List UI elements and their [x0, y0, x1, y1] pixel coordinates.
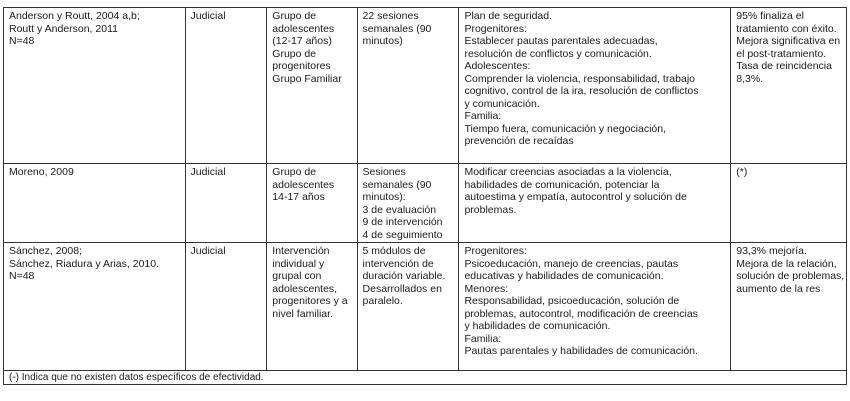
cell-text-line: habilidades de comunicación, potenciar la [464, 178, 660, 191]
cell-text-line: y habilidades de comunicación. [464, 320, 611, 332]
cell-text-line: problemas, autocontrol, modificación de creencias [464, 307, 698, 320]
cell-text-line: Grupo Familiar [272, 72, 342, 85]
cell-text-line: aumento de la res [736, 282, 821, 295]
cell-text-line: Progenitores: [464, 245, 527, 257]
cell-text-line: Sánchez, 2008; [9, 245, 82, 257]
cell-text-line: minutos): [362, 191, 406, 203]
cell-text-line: Pautas parentales y habilidades de comunicación. [464, 345, 698, 357]
cell-text-line: Grupo de [272, 10, 317, 22]
cell-text-line: Moreno, 2009 [9, 166, 74, 178]
cell-text-line: Tiempo fuera, comunicación y negociación, [464, 122, 667, 135]
cell-text-line: adolescentes, [272, 282, 338, 295]
cell-text-line: progenitores y a [272, 295, 348, 307]
cell-text-line: Sesiones [362, 166, 406, 178]
group-cell [267, 164, 357, 243]
sessions-cell [357, 164, 459, 243]
cell-text-line: intervención de [362, 257, 434, 270]
study-cell [4, 243, 186, 371]
cell-text-line: y comunicación. [464, 97, 540, 110]
cell-text-line: 93,3% mejoría. [736, 245, 807, 257]
context-cell [185, 164, 267, 243]
cell-text-line: Anderson y Routt, 2004 a,b; [9, 10, 140, 22]
cell-text-line: nivel familiar. [272, 307, 333, 320]
cell-text-line: problemas. [464, 203, 517, 216]
cell-text-line: Judicial [190, 10, 226, 22]
cell-text-line: educativas y habilidades de comunicación. [464, 270, 664, 282]
cell-text-line: Progenitores: [464, 22, 527, 35]
cell-text-line: 9 de intervención [362, 216, 443, 228]
cell-text-line: N=48 [9, 35, 35, 47]
cell-text-line: Grupo de [272, 166, 317, 178]
cell-text-line: cognitivo, control de la ira, resolución de conflictos [464, 85, 699, 97]
footnote-row [4, 371, 847, 385]
group-cell [267, 8, 357, 164]
cell-text-line: el post-tratamiento. [736, 47, 827, 60]
cell-text-line: (12-17 años) [272, 35, 332, 47]
sessions-cell [357, 243, 459, 371]
cell-text-line: Sánchez, Riadura y Arias, 2010. [9, 257, 160, 270]
cell-text-line: Mejora de la relación, [736, 257, 837, 270]
content-cell [459, 8, 731, 164]
cell-text-line: Desarrollados en [362, 282, 442, 295]
content-cell [459, 164, 731, 243]
cell-text-line: Adolescentes: [464, 60, 531, 72]
cell-text-line: paralelo. [362, 295, 403, 307]
results-cell [731, 8, 847, 164]
cell-text-line: Establecer pautas parentales adecuadas, [464, 35, 658, 47]
cell-text-line: solución de problemas, [736, 270, 845, 282]
cell-text-line: 3 de evaluación [362, 203, 437, 216]
cell-text-line: Familia: [464, 332, 502, 345]
cell-text-line: (*) [736, 166, 748, 178]
cell-text-line: adolescentes [272, 178, 335, 191]
cell-text-line: prevención de recaídas [464, 135, 574, 147]
table-row [4, 164, 847, 243]
cell-text-line: Menores: [464, 282, 509, 295]
table-row [4, 243, 847, 371]
cell-text-line: autoestima y empatía, autocontrol y solución de [464, 191, 687, 203]
context-cell [185, 243, 267, 371]
context-cell [185, 8, 267, 164]
cell-text-line: Judicial [190, 166, 226, 178]
cell-text-line: Responsabilidad, psicoeducación, solución de [464, 295, 680, 307]
study-cell [4, 164, 186, 243]
content-cell [459, 243, 731, 371]
cell-text-line: 8,3%. [736, 72, 764, 85]
study-cell [4, 8, 186, 164]
cell-text-line: 95% finaliza el [736, 10, 804, 22]
cell-text-line: Psicoeducación, manejo de creencias, pautas [464, 257, 679, 270]
sessions-cell [357, 8, 459, 164]
cell-text-line: Comprender la violencia, responsabilidad, trabajo [464, 72, 696, 85]
cell-text-line: Mejora significativa en [736, 35, 841, 47]
footnote: (-) Indica que no existen datos específicos de efectividad. [4, 371, 847, 385]
cell-text-line: 4 de seguimiento [362, 228, 443, 241]
results-cell [731, 164, 847, 243]
cell-text-line: Tasa de reincidencia [736, 60, 832, 72]
cell-text-line: tratamiento con éxito. [736, 22, 837, 35]
cell-text-line: duración variable. [362, 270, 446, 282]
cell-text-line: resolución de conflictos y comunicación. [464, 47, 652, 60]
cell-text-line: Modificar creencias asociadas a la violencia, [464, 166, 672, 178]
cell-text-line: grupal con [272, 270, 322, 282]
cell-text-line: N=48 [9, 270, 35, 282]
cell-text-line: Familia: [464, 110, 502, 122]
cell-text-line: Judicial [190, 245, 226, 257]
cell-text-line: semanales (90 [362, 22, 432, 35]
cell-text-line: Plan de seguridad. [464, 10, 553, 22]
table-row [4, 8, 847, 164]
cell-text-line: semanales (90 [362, 178, 432, 191]
cell-text-line: 5 módulos de [362, 245, 426, 257]
studies-table [3, 7, 847, 385]
studies-table-body [4, 8, 847, 385]
cell-text-line: Grupo de [272, 47, 317, 60]
results-cell [731, 243, 847, 371]
cell-text-line: 22 sesiones [362, 10, 419, 22]
cell-text-line: Intervención [272, 245, 330, 257]
cell-text-line: adolescentes [272, 22, 335, 35]
cell-text-line: individual y [272, 257, 325, 270]
cell-text-line: 14-17 años [272, 191, 325, 203]
group-cell [267, 243, 357, 371]
cell-text-line: progenitores [272, 60, 331, 72]
cell-text-line: minutos) [362, 35, 403, 47]
cell-text-line: Routt y Anderson, 2011 [9, 22, 118, 35]
